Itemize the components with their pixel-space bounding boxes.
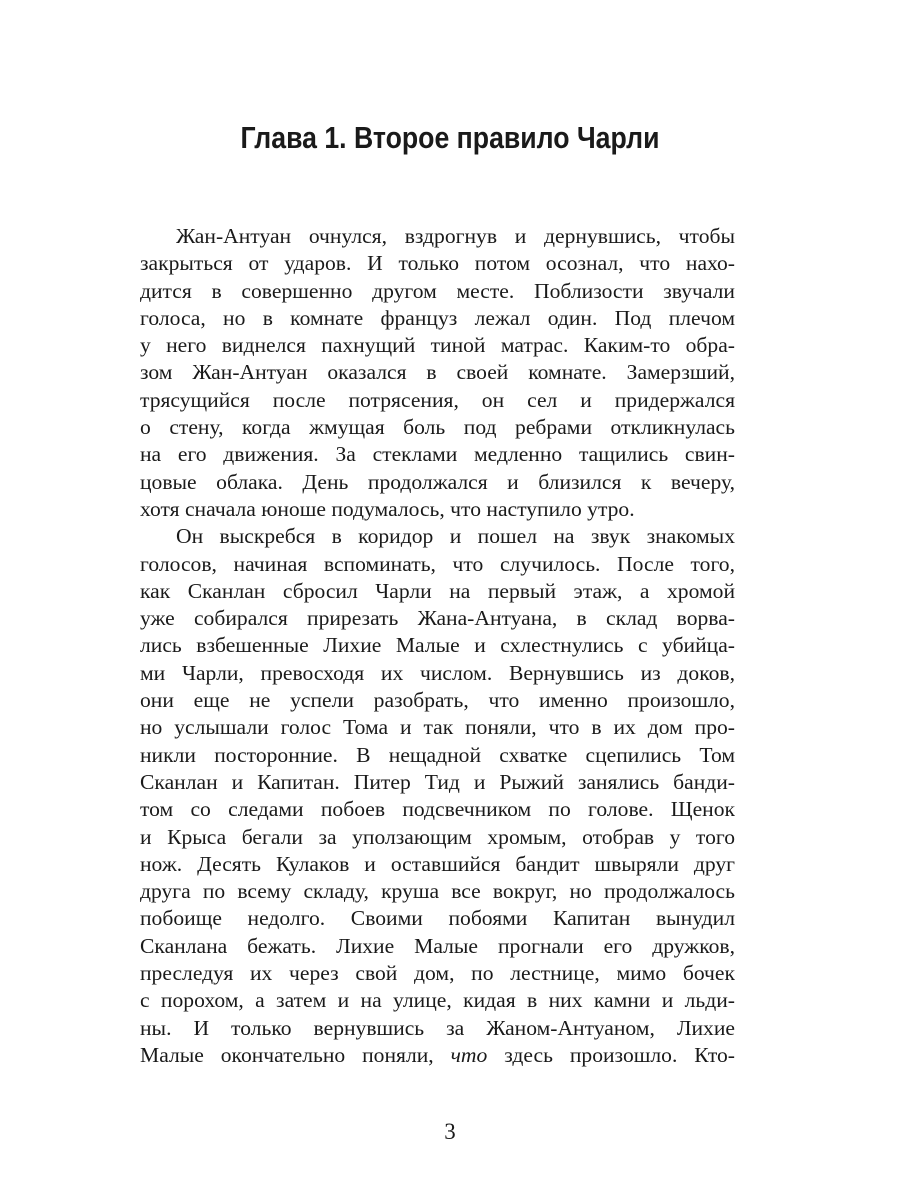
text-line: никли посторонние. В нещадной схватке сцепились Том (140, 742, 735, 767)
italic-word: что (450, 1042, 488, 1067)
text-run: Малые окончательно поняли, (140, 1042, 451, 1067)
text-line: дится в совершенно другом месте. Поблизости звучали (140, 278, 735, 303)
text-line: ми Чарли, превосходя их числом. Вернувшись из доков, (140, 660, 735, 685)
text-line: голоса, но в комнате француз лежал один. Под плечом (140, 305, 735, 330)
paragraph-1 (140, 223, 735, 523)
text-line: Он выскребся в коридор и пошел на звук знакомых (176, 524, 735, 549)
text-line: друга по всему складу, круша все вокруг, но продолжалось (140, 879, 735, 904)
text-line: побоище недолго. Своими побоями Капитан вынудил (140, 906, 735, 931)
text-line: ны. И только вернувшись за Жаном-Антуаном, Лихие (140, 1015, 735, 1040)
text-line: трясущийся после потрясения, он сел и придержался (140, 387, 735, 412)
text-line: и Крыса бегали за уползающим хромым, отобрав у того (140, 824, 735, 849)
text-run: здесь произошло. Кто- (487, 1042, 735, 1067)
text-line: хотя сначала юноше подумалось, что наступило утро. (140, 496, 635, 521)
text-line: нож. Десять Кулаков и оставшийся бандит швыряли друг (140, 851, 735, 876)
text-line: Сканлана бежать. Лихие Малые прогнали его дружков, (140, 933, 735, 958)
chapter-title: Глава 1. Второе правило Чарли (240, 120, 660, 155)
text-line-last (140, 1042, 735, 1069)
text-line: они еще не успели разобрать, что именно произошло, (140, 688, 735, 713)
chapter-body (140, 223, 735, 1069)
page-number: 3 (444, 1119, 456, 1144)
text-line: зом Жан-Антуан оказался в своей комнате. Замерзший, (140, 360, 735, 385)
text-line: закрыться от ударов. И только потом осознал, что нахо- (140, 251, 735, 276)
text-line: но услышали голос Тома и так поняли, что в их дом про- (140, 715, 735, 740)
text-line: цовые облака. День продолжался и близился к вечеру, (140, 469, 735, 494)
text-line: уже собирался прирезать Жана-Антуана, в склад ворва- (140, 606, 735, 631)
paragraph-2 (140, 523, 735, 1069)
text-line: о стену, когда жмущая боль под ребрами откликнулась (140, 415, 735, 440)
text-line: на его движения. За стеклами медленно тащились свин- (140, 442, 735, 467)
text-line: с порохом, а затем и на улице, кидая в них камни и льди- (140, 988, 735, 1013)
text-line: преследуя их через свой дом, по лестнице, мимо бочек (140, 961, 735, 986)
text-line: у него виднелся пахнущий тиной матрас. Каким-то обра- (140, 333, 735, 358)
text-line: как Сканлан сбросил Чарли на первый этаж, а хромой (140, 578, 735, 603)
text-line: голосов, начиная вспоминать, что случилось. После того, (140, 551, 735, 576)
text-line: лись взбешенные Лихие Малые и схлестнулись с убийца- (140, 633, 735, 658)
text-line: том со следами побоев подсвечником по голове. Щенок (140, 797, 735, 822)
text-line: Жан-Антуан очнулся, вздрогнув и дернувшись, чтобы (176, 224, 735, 248)
text-line: Сканлан и Капитан. Питер Тид и Рыжий занялись банди- (140, 769, 735, 794)
